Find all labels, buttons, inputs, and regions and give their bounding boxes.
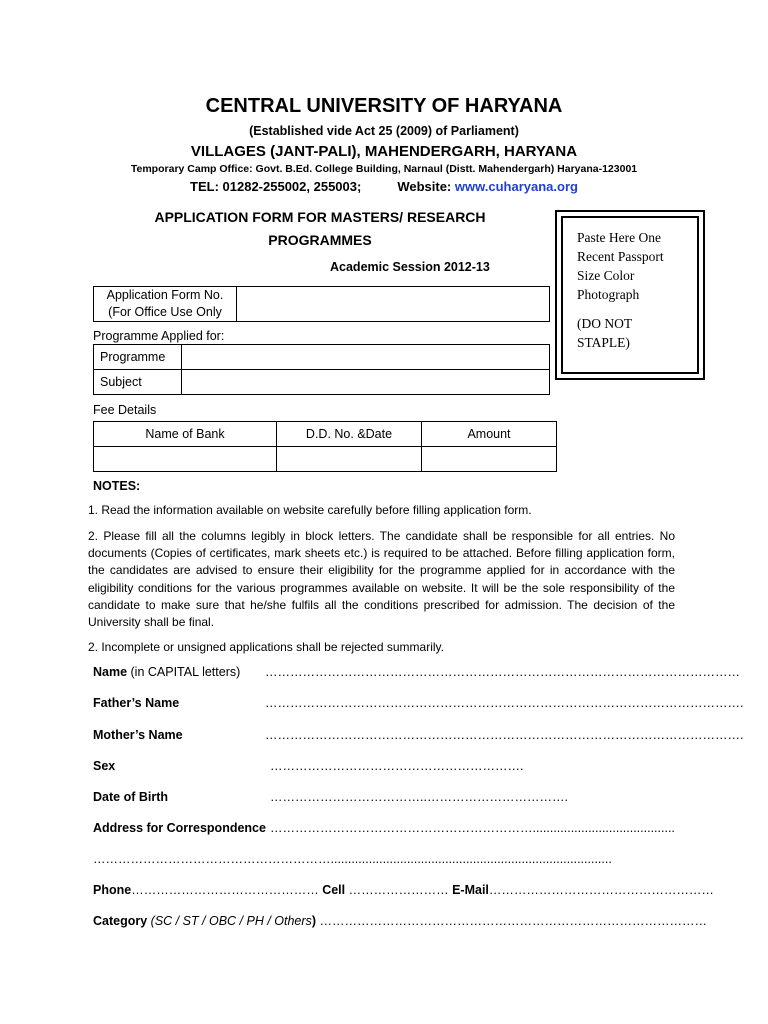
photo-text-line: Paste Here One <box>577 230 661 245</box>
email-label: E-Mail <box>452 883 489 897</box>
email-field[interactable]: ……………………………………………… <box>488 883 714 897</box>
programme-label: Programme <box>94 345 182 370</box>
programme-section-label: Programme Applied for: <box>93 329 225 343</box>
address-field[interactable]: ………………………………………………………......................................... <box>270 821 675 835</box>
application-form-no-field[interactable] <box>237 287 550 322</box>
notes-heading: NOTES: <box>93 479 141 493</box>
academic-session: Academic Session 2012-13 <box>330 260 490 274</box>
name-field[interactable]: …………………………………………………………………………………………………… <box>265 665 740 679</box>
note-2: 2. Please fill all the columns legibly in block letters. The candidate shall be responsible for all entries. No documents (Copies of certificates, mark sheets etc.) is required to be attached. Before filling application form, the candidates are advised to ensure their eligibility for the programme applied for in accordance with the eligibility conditions for the various programmes available on website. It will be the sole responsibility of the candidate to make sure that he/she fulfils all the conditions prescribed for admission. The decision of the University shall be final. <box>88 529 675 630</box>
category-close: ) <box>311 914 316 928</box>
telephone: TEL: 01282-255002, 255003; <box>190 179 362 194</box>
subject-label: Subject <box>94 370 182 395</box>
sex-field[interactable]: ……………………………………………………. <box>270 759 524 773</box>
note-3: 2. Incomplete or unsigned applications shall be rejected summarily. <box>88 640 444 654</box>
phone-field[interactable]: ……………………………………… <box>131 883 319 897</box>
established-line: (Established vide Act 25 (2009) of Parliament) <box>249 124 519 138</box>
category-row <box>93 914 707 928</box>
phone-label: Phone <box>93 883 132 897</box>
father-label: Father’s Name <box>93 696 180 710</box>
fee-table <box>93 421 557 472</box>
category-field[interactable]: ………………………………………………………………………………… <box>319 914 707 928</box>
father-field[interactable]: ……………………………………………………………………………………………………. <box>265 696 744 710</box>
photo-text-line: Recent Passport <box>577 249 664 264</box>
address-label: Address for Correspondence <box>93 821 266 835</box>
sex-label: Sex <box>93 759 116 773</box>
website-label: Website: <box>397 179 452 194</box>
mother-label: Mother’s Name <box>93 728 183 742</box>
website-link[interactable]: www.cuharyana.org <box>454 179 578 194</box>
form-title-line1: APPLICATION FORM FOR MASTERS/ RESEARCH <box>154 209 486 225</box>
fee-section-label: Fee Details <box>93 403 157 417</box>
name-hint: (in CAPITAL letters) <box>127 665 241 679</box>
fee-header-dd: D.D. No. &Date <box>277 422 422 447</box>
contact-row <box>93 883 714 897</box>
note-1: 1. Read the information available on website carefully before filling application form. <box>88 503 532 517</box>
cell-field[interactable]: …………………… <box>348 883 449 897</box>
photo-text-line: STAPLE) <box>577 335 630 350</box>
category-hint: (SC / ST / OBC / PH / Others <box>147 914 312 928</box>
form-title-line2: PROGRAMMES <box>268 232 372 248</box>
address-line: VILLAGES (JANT-PALI), MAHENDERGARH, HARYANA <box>190 143 578 160</box>
programme-field[interactable] <box>182 345 550 370</box>
bank-name-field[interactable] <box>94 447 277 472</box>
photo-box-inner <box>561 216 699 374</box>
cell-label: Cell <box>322 883 346 897</box>
photo-text-line: (DO NOT <box>577 316 633 331</box>
office-label-line2: (For Office Use Only <box>108 305 222 319</box>
photo-text-line: Size Color <box>577 268 635 283</box>
photo-text-line: Photograph <box>577 287 640 302</box>
application-form-no-label <box>94 287 237 322</box>
dd-field[interactable] <box>277 447 422 472</box>
fee-header-bank: Name of Bank <box>94 422 277 447</box>
university-title: CENTRAL UNIVERSITY OF HARYANA <box>205 95 563 117</box>
programme-table <box>93 344 550 395</box>
contact-line <box>0 179 768 194</box>
dob-label: Date of Birth <box>93 790 168 804</box>
subject-field[interactable] <box>182 370 550 395</box>
form-title <box>110 206 530 252</box>
amount-field[interactable] <box>422 447 557 472</box>
mother-field[interactable]: ……………………………………………………………………………………………………. <box>265 728 744 742</box>
category-label: Category <box>93 914 148 928</box>
office-use-table <box>93 286 550 322</box>
address-field-line2[interactable]: …………………………………………………................................................................................. <box>93 852 612 866</box>
fee-header-amount: Amount <box>422 422 557 447</box>
photo-box <box>555 210 705 380</box>
office-label-line1: Application Form No. <box>106 288 224 302</box>
camp-office-line: Temporary Camp Office: Govt. B.Ed. College Building, Narnaul (Distt. Mahendergarh) Haryana-123001 <box>130 163 638 175</box>
name-label: Name <box>93 665 128 679</box>
dob-field[interactable]: ………………………………..……………………………. <box>270 790 568 804</box>
